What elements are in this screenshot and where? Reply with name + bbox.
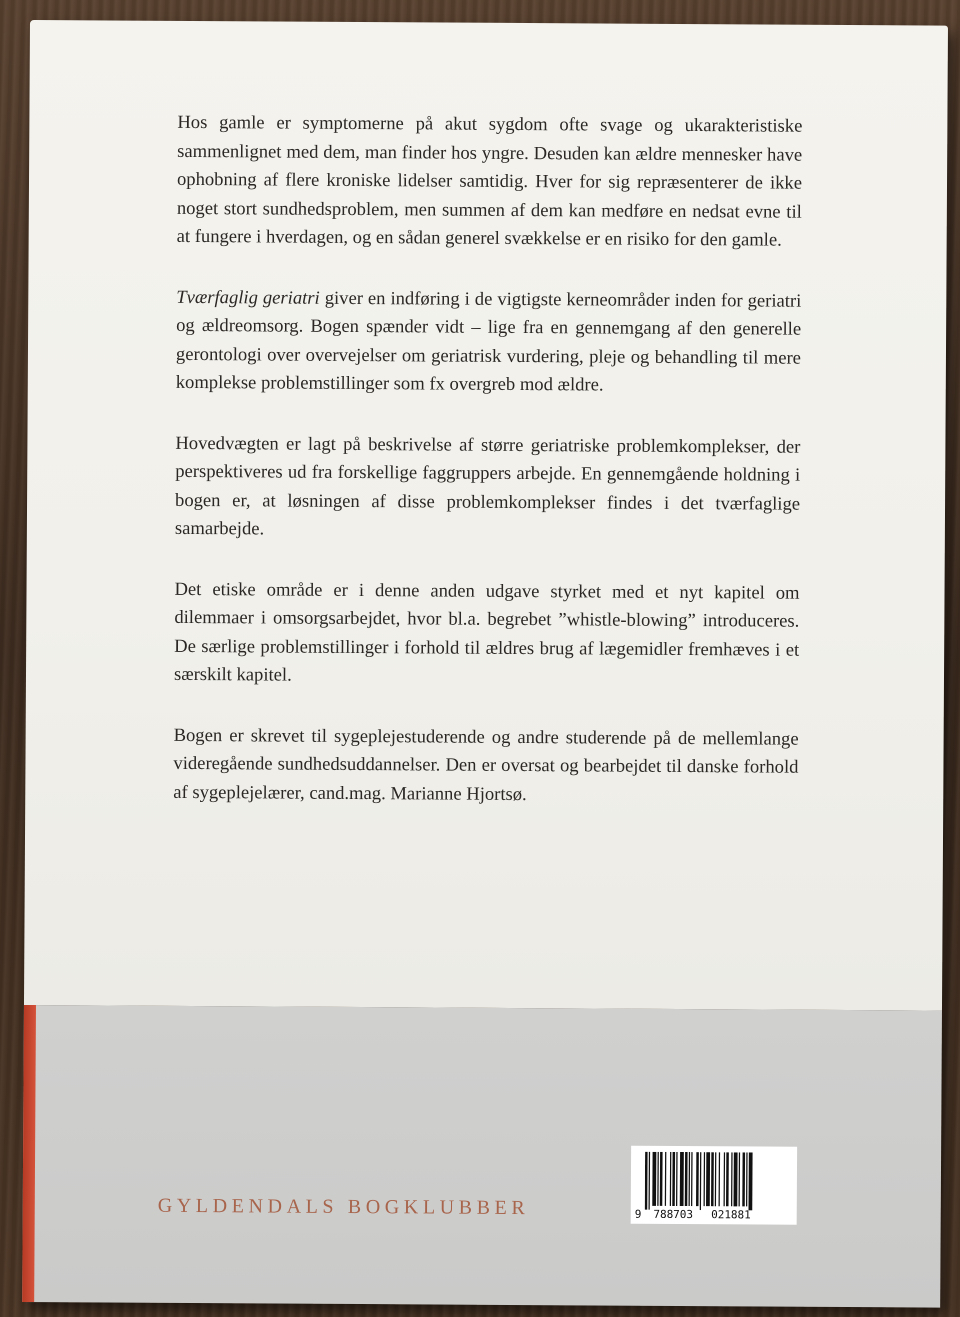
paragraph-text: Hovedvægten er lagt på beskrivelse af større geriatriske problemkomplekser, der perspektiveres ud fra forskellige faggruppers arbejde. En gennemgående holdning i bogen er, at løsningen af disse problemkomplekser findes i det tværfaglige samarbejde.: [174, 432, 801, 540]
barcode-bar: [739, 1152, 741, 1206]
barcode-bar: [648, 1152, 650, 1210]
barcode-prefix-digit: 9: [634, 1207, 642, 1221]
blurb-paragraph-1: [177, 109, 803, 255]
barcode-bar: [704, 1152, 706, 1206]
barcode-bar: [711, 1152, 714, 1206]
barcode-bar: [724, 1152, 726, 1206]
barcode-bar: [670, 1152, 672, 1206]
barcode-bar: [657, 1152, 659, 1206]
barcode-bar: [645, 1152, 648, 1210]
barcode-bar: [685, 1152, 688, 1206]
publisher-name: GYLDENDALS BOGKLUBBER: [157, 1194, 530, 1220]
blurb-paragraph-2: [176, 283, 802, 401]
barcode-bar: [748, 1152, 752, 1210]
barcode-bar: [660, 1152, 663, 1206]
cover-upper-panel: [24, 20, 948, 1011]
paragraph-text: Bogen er skrevet til sygeplejestuderende og andre studerende på de mellemlange videregående sundhedsuddannelser. Den er oversat og bearbejdet til danske forhold af sygeplejelærer, cand.mag. Marianne Hjortsø.: [173, 724, 799, 805]
cover-lower-panel: [22, 1005, 942, 1308]
blurb-paragraph-4: [174, 575, 800, 693]
barcode-bar: [680, 1152, 684, 1206]
barcode-bar: [731, 1152, 733, 1206]
barcode-bar: [734, 1152, 738, 1206]
barcode-bar: [665, 1152, 667, 1206]
spine-red-strip: [22, 1005, 36, 1302]
blurb-text: [173, 109, 802, 843]
barcode-right-group: 021881: [711, 1208, 751, 1222]
barcode-digits: [635, 1208, 795, 1223]
barcode-bar: [742, 1152, 745, 1206]
barcode-bar: [726, 1152, 729, 1206]
paragraph-text: giver en indføring i de vigtigste kerneområder inden for geriatri og ældreomsorg. Bogen spænder vidt – lige fra en gennemgang af den generelle gerontologi over overvejelser om geriatrisk vurdering, pleje og behandling til mere komplekse problemstillinger som fx overgreb mod ældre.: [175, 287, 802, 396]
barcode-bar: [715, 1152, 717, 1206]
barcode-bar: [746, 1152, 748, 1206]
barcode-bar: [652, 1152, 656, 1206]
barcode-bars-graphic: [645, 1152, 790, 1211]
paragraph-text: Det etiske område er i denne anden udgave styrket med et nyt kapitel om dilemmaer i omsorgsarbejdet, hvor bl.a. begrebet ”whistle-blowing” introduceres. De særlige problemstillinger i forhold til ældres brug af lægemidler fremhæves i et særskilt kapitel.: [173, 578, 800, 686]
barcode-bar: [700, 1152, 702, 1210]
barcode-bar: [691, 1152, 693, 1206]
barcode-bar: [672, 1152, 675, 1206]
barcode-bar: [696, 1152, 699, 1206]
book-back-cover: [22, 20, 948, 1308]
barcode-bar: [689, 1152, 691, 1206]
barcode-bar: [676, 1152, 678, 1206]
barcode-left-group: 788703: [653, 1207, 694, 1222]
barcode-bar: [719, 1152, 721, 1206]
blurb-paragraph-5: [173, 721, 799, 810]
book-title-italic: Tværfaglig geriatri: [176, 286, 320, 309]
paragraph-text: Hos gamle er symptomerne på akut sygdom ofte svage og ukarakteristiske sammenlignet med dem, man finder hos yngre. Desuden kan ældre mennesker have ophobning af flere kroniske lidelser samtidig. Hver for sig repræsenterer de ikke noget stort sundhedsproblem, men summen af dem kan medføre en nedsat evne til at fungere i hverdagen, og en sådan generel svækkelse er en risiko for den gamle.: [176, 111, 803, 251]
isbn-barcode: [631, 1146, 797, 1225]
blurb-paragraph-3: [175, 429, 801, 547]
barcode-bar: [706, 1152, 710, 1206]
